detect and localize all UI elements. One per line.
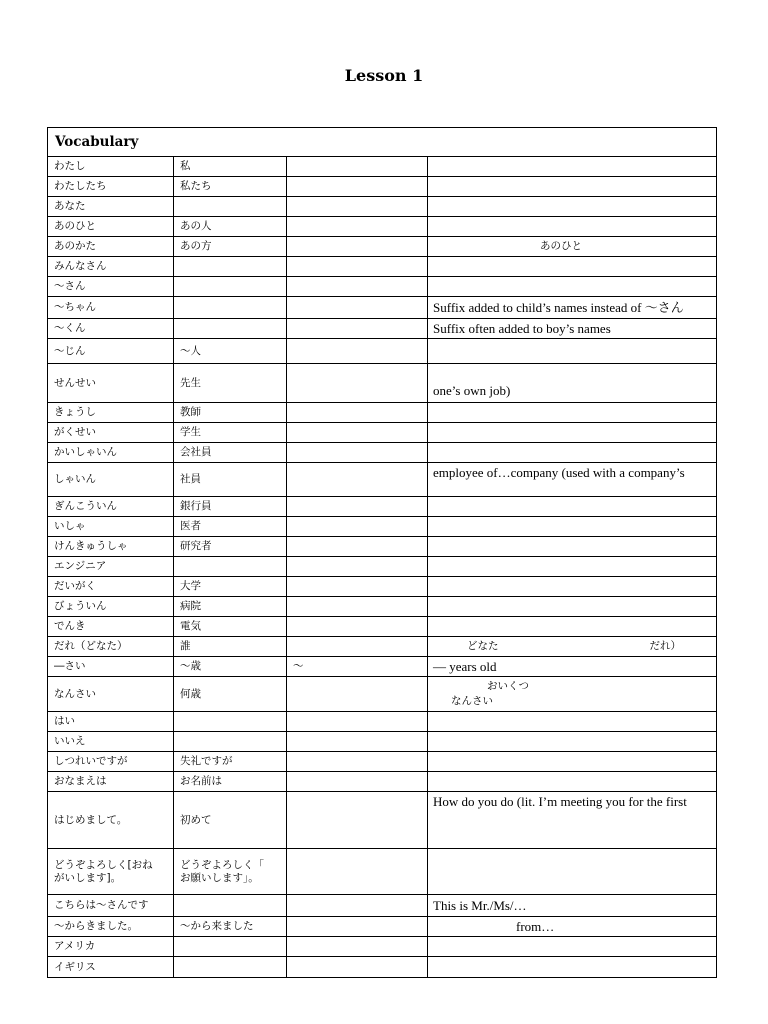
table-row (48, 597, 717, 617)
translation-cell: This is Mr./Ms/… (428, 895, 717, 917)
kanji-cell: 教師 (174, 403, 287, 423)
translation-cell: Suffix added to child’s names instead of ～さん (428, 297, 717, 319)
translation-cell (428, 197, 717, 217)
kanji-line: どうぞよろしく「 (180, 858, 264, 871)
kana-cell: きょうし (48, 403, 174, 423)
translation-cell (428, 443, 717, 463)
note-cell (287, 177, 428, 197)
note-cell (287, 617, 428, 637)
note-cell (287, 403, 428, 423)
table-row (48, 732, 717, 752)
note-cell (287, 217, 428, 237)
kanji-cell: 私 (174, 157, 287, 177)
kanji-cell (174, 712, 287, 732)
note-cell (287, 637, 428, 657)
translation-cell (428, 677, 717, 712)
kana-cell: せんせい (48, 364, 174, 403)
kanji-cell: ～歳 (174, 657, 287, 677)
table-row (48, 197, 717, 217)
kana-cell: あなた (48, 197, 174, 217)
kanji-cell: あの方 (174, 237, 287, 257)
note-cell (287, 364, 428, 403)
kanji-cell: あの人 (174, 217, 287, 237)
note-cell (287, 517, 428, 537)
kana-cell: だれ（どなた） (48, 637, 174, 657)
table-row (48, 637, 717, 657)
translation-cell: — years old (428, 657, 717, 677)
table-row (48, 297, 717, 319)
kanji-cell: 電気 (174, 617, 287, 637)
translation-cell (428, 772, 717, 792)
kana-cell: びょういん (48, 597, 174, 617)
kana-cell: がくせい (48, 423, 174, 443)
kana-cell: けんきゅうしゃ (48, 537, 174, 557)
kana-cell: しつれいですが (48, 752, 174, 772)
table-row (48, 957, 717, 978)
note-cell (287, 537, 428, 557)
kana-cell: はじめまして。 (48, 792, 174, 849)
translation-cell (428, 217, 717, 237)
kanji-line: お願いします」。 (180, 871, 259, 884)
note-cell (287, 957, 428, 978)
translation-cell: one’s own job) (428, 364, 717, 403)
kana-cell: イギリス (48, 957, 174, 978)
kanji-cell: 初めて (174, 792, 287, 849)
kanji-cell (174, 297, 287, 319)
table-row (48, 157, 717, 177)
note-cell (287, 339, 428, 364)
table-header-row (48, 128, 717, 157)
table-row (48, 677, 717, 712)
kanji-cell (174, 197, 287, 217)
translation-cell (428, 752, 717, 772)
translation-line: おいくつ (487, 680, 529, 692)
kana-cell: でんき (48, 617, 174, 637)
table-row (48, 712, 717, 732)
table-row (48, 497, 717, 517)
kanji-cell (174, 732, 287, 752)
table-row (48, 319, 717, 339)
kana-cell: いいえ (48, 732, 174, 752)
translation-cell (428, 517, 717, 537)
kanji-cell (174, 277, 287, 297)
table-row (48, 792, 717, 849)
translation-cell (428, 732, 717, 752)
kanji-cell (174, 937, 287, 957)
table-row (48, 257, 717, 277)
kana-cell: わたし (48, 157, 174, 177)
table-row (48, 849, 717, 895)
kanji-cell: 私たち (174, 177, 287, 197)
translation-cell (428, 617, 717, 637)
note-cell (287, 297, 428, 319)
note-cell (287, 772, 428, 792)
translation-cell (428, 277, 717, 297)
table-row (48, 752, 717, 772)
kana-cell: ぎんこういん (48, 497, 174, 517)
kanji-cell: 銀行員 (174, 497, 287, 517)
translation-cell (428, 957, 717, 978)
kana-cell: みんなさん (48, 257, 174, 277)
page-title: Lesson 1 (344, 66, 424, 85)
kanji-cell: ～から来ました (174, 917, 287, 937)
kanji-cell: お名前は (174, 772, 287, 792)
table-row (48, 403, 717, 423)
kanji-cell: 社員 (174, 463, 287, 497)
note-cell (287, 577, 428, 597)
translation-cell: Suffix often added to boy’s names (428, 319, 717, 339)
note-cell (287, 597, 428, 617)
note-cell (287, 849, 428, 895)
kana-cell: しゃいん (48, 463, 174, 497)
note-cell (287, 937, 428, 957)
translation-cell (428, 849, 717, 895)
kana-cell: あのひと (48, 217, 174, 237)
kanji-cell (174, 319, 287, 339)
note-cell (287, 497, 428, 517)
kanji-cell: 先生 (174, 364, 287, 403)
note-cell (287, 157, 428, 177)
note-cell (287, 732, 428, 752)
table-row (48, 557, 717, 577)
note-cell: ～ (287, 657, 428, 677)
kanji-cell (174, 849, 287, 895)
kana-cell: いしゃ (48, 517, 174, 537)
note-cell (287, 917, 428, 937)
note-cell (287, 237, 428, 257)
kana-cell: アメリカ (48, 937, 174, 957)
kana-cell: こちらは～さんです (48, 895, 174, 917)
kanji-cell: 医者 (174, 517, 287, 537)
table-row (48, 463, 717, 497)
note-cell (287, 752, 428, 772)
translation-cell (428, 537, 717, 557)
kana-cell: あのかた (48, 237, 174, 257)
kana-cell: エンジニア (48, 557, 174, 577)
kanji-cell: 失礼ですが (174, 752, 287, 772)
section-header: Vocabulary (48, 128, 717, 157)
translation-cell: あのひと (428, 237, 717, 257)
kana-cell: ～ちゃん (48, 297, 174, 319)
translation-cell (428, 557, 717, 577)
kana-cell: だいがく (48, 577, 174, 597)
kana-line: がいします]。 (54, 871, 122, 884)
translation-cell (428, 712, 717, 732)
kanji-cell: 誰 (174, 637, 287, 657)
table-row (48, 772, 717, 792)
note-cell (287, 712, 428, 732)
table-row (48, 517, 717, 537)
kanji-cell (174, 257, 287, 277)
translation-line: なんさい (451, 695, 493, 707)
translation-right: だれ） (649, 640, 682, 652)
table-row (48, 277, 717, 297)
translation-cell: How do you do (lit. I’m meeting you for the first (428, 792, 717, 849)
translation-cell (428, 339, 717, 364)
table-row (48, 577, 717, 597)
table-row (48, 617, 717, 637)
kana-cell: ～さん (48, 277, 174, 297)
note-cell (287, 257, 428, 277)
kana-cell: ～からきました。 (48, 917, 174, 937)
note-cell (287, 319, 428, 339)
table-row (48, 339, 717, 364)
kanji-cell: 何歳 (174, 677, 287, 712)
kanji-cell: 病院 (174, 597, 287, 617)
kanji-cell (174, 895, 287, 917)
translation-cell (428, 937, 717, 957)
table-row (48, 364, 717, 403)
table-row (48, 217, 717, 237)
translation-cell (428, 637, 717, 657)
table-row (48, 895, 717, 917)
table-row (48, 443, 717, 463)
note-cell (287, 443, 428, 463)
note-cell (287, 463, 428, 497)
translation-cell (428, 577, 717, 597)
note-cell (287, 277, 428, 297)
note-cell (287, 677, 428, 712)
note-cell (287, 423, 428, 443)
translation-left: どなた (467, 640, 499, 652)
kana-cell: なんさい (48, 677, 174, 712)
kana-cell: はい (48, 712, 174, 732)
kanji-cell (174, 557, 287, 577)
kana-cell: おなまえは (48, 772, 174, 792)
note-cell (287, 895, 428, 917)
translation-cell (428, 423, 717, 443)
table-row (48, 423, 717, 443)
kanji-cell: 学生 (174, 423, 287, 443)
note-cell (287, 792, 428, 849)
kanji-cell (174, 957, 287, 978)
translation-cell (428, 177, 717, 197)
translation-split (433, 639, 711, 654)
kana-cell: かいしゃいん (48, 443, 174, 463)
kanji-cell: ～人 (174, 339, 287, 364)
kanji-cell: 会社員 (174, 443, 287, 463)
table-row (48, 937, 717, 957)
translation-cell: from… (428, 917, 717, 937)
translation-cell (428, 157, 717, 177)
table-row (48, 177, 717, 197)
kanji-cell: 大学 (174, 577, 287, 597)
table-row (48, 537, 717, 557)
translation-cell (428, 597, 717, 617)
table-row (48, 657, 717, 677)
kana-cell: ―さい (48, 657, 174, 677)
translation-cell (428, 257, 717, 277)
note-cell (287, 557, 428, 577)
translation-cell (428, 403, 717, 423)
table-row (48, 237, 717, 257)
translation-cell: employee of…company (used with a company’s (428, 463, 717, 497)
kana-cell: わたしたち (48, 177, 174, 197)
kana-cell: ～じん (48, 339, 174, 364)
kanji-cell: 研究者 (174, 537, 287, 557)
note-cell (287, 197, 428, 217)
translation-cell (428, 497, 717, 517)
table-row (48, 917, 717, 937)
kana-cell (48, 849, 174, 895)
kana-cell: ～くん (48, 319, 174, 339)
vocabulary-table (47, 127, 717, 978)
kana-line: どうぞよろしく[おね (54, 858, 153, 871)
